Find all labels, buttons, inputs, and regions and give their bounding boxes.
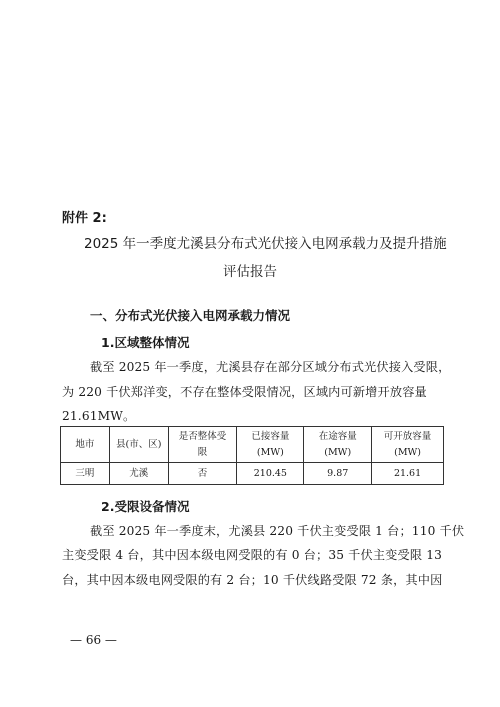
table-cell: 21.61: [372, 463, 444, 485]
subsection-heading-1: 1.区域整体情况: [101, 335, 190, 350]
title-line-2: 评估报告: [223, 264, 277, 280]
table-header-cell: 是否整体受 限: [168, 427, 237, 463]
paragraph-2-line-3: 台，其中因本级电网受限的有 2 台；10 千伏线路受限 72 条，其中因: [62, 573, 443, 587]
table-cell: 210.45: [237, 463, 304, 485]
table-header-cell: 在途容量 (MW): [304, 427, 372, 463]
paragraph-2-line-2: 主变受限 4 台，其中因本级电网受限的有 0 台；35 千伏主变受限 13: [62, 548, 443, 562]
capacity-table: [60, 426, 444, 485]
subsection-heading-2: 2.受限设备情况: [101, 499, 190, 514]
page-number: — 66 —: [70, 633, 117, 647]
table-cell: 否: [168, 463, 237, 485]
attachment-label: 附件 2:: [62, 211, 107, 226]
paragraph-1-line-3: 21.61MW。: [62, 409, 136, 423]
paragraph-2-line-1: 截至 2025 年一季度末，尤溪县 220 千伏主变受限 1 台；110 千伏: [90, 524, 465, 538]
section-heading: 一、分布式光伏接入电网承载力情况: [90, 308, 291, 323]
table-row: [61, 463, 444, 485]
paragraph-1-line-1: 截至 2025 年一季度，尤溪县存在部分区域分布式光伏接入受限，: [90, 360, 451, 374]
paragraph-1-line-2: 为 220 千伏郑洋变，不存在整体受限情况，区域内可新增开放容量: [62, 385, 427, 399]
table-cell: 尤溪: [109, 463, 168, 485]
table-header-cell: 县(市、区): [109, 427, 168, 463]
table-header-cell: 地市: [61, 427, 110, 463]
table-header-cell: 已接容量 (MW): [237, 427, 304, 463]
table-header-cell: 可开放容量 (MW): [372, 427, 444, 463]
table-header-row: [61, 427, 444, 463]
table-cell: 三明: [61, 463, 110, 485]
title-line-1: 2025 年一季度尤溪县分布式光伏接入电网承载力及提升措施: [84, 236, 447, 252]
table-cell: 9.87: [304, 463, 372, 485]
